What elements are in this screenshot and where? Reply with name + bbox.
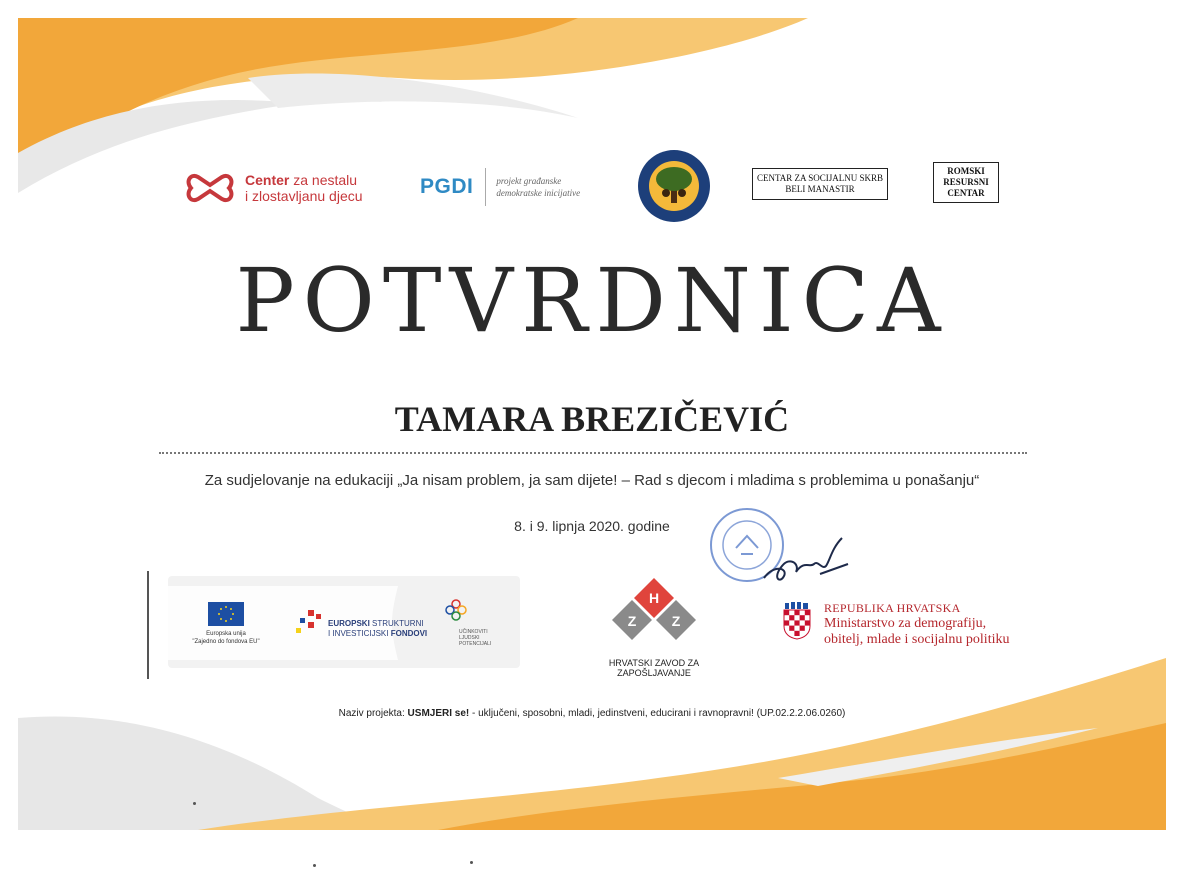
croatian-coat-of-arms-icon [782,602,812,640]
rh-ministry-1: Ministarstvo za demografiju, [824,616,987,631]
esf-flower-icon [444,598,468,624]
esif-squares-icon [294,608,326,636]
cnd-name-line2: i zlostavljanu djecu [245,188,363,204]
project-label: Naziv projekta: [338,708,405,719]
logo-center-missing-children [183,168,363,208]
czss-line1: CENTAR ZA SOCIJALNU SKRB [756,173,884,183]
ministry-block [824,601,1009,648]
esf-line1: UČINKOVITI [459,629,488,635]
svg-text:H: H [648,590,660,606]
pgdi-separator [485,168,486,206]
project-line [18,708,1166,719]
certificate-page [18,18,1166,830]
rh-ministry-2: obitelj, mlade i socijalnu politiku [824,632,1010,647]
scan-speck [193,802,196,805]
project-rest: - uključeni, sposobni, mladi, jedinstveni, educirani i ravnopravni! (UP.02.2.2.06.0260) [469,708,846,719]
rh-country: REPUBLIKA HRVATSKA [824,601,961,615]
cnd-name-rest: za nestalu [293,172,358,188]
esf-line2: LJUDSKI [459,635,480,641]
eu-caption [190,630,262,646]
certificate-description: Za sudjelovanje na edukaciji „Ja nisam problem, ja sam dijete! – Rad s djecom i mladima s problemima u ponašanju“ [204,472,980,489]
esif-rest-1: STRUKTURNI [372,619,424,628]
esif-text [328,619,427,639]
scan-speck [470,861,473,864]
esif-line2-bold: FONDOVI [390,629,428,638]
czss-line2: BELI MANASTIR [785,184,855,194]
pgdi-subtitle-1: projekt građanske [496,176,562,186]
rrc-line3: CENTAR [947,188,985,198]
eu-flag-icon [208,602,244,626]
pgdi-subtitle-2: demokratske inicijative [496,188,581,198]
hzz-caption: HRVATSKI ZAVOD ZA ZAPOŠLJAVANJE [608,658,700,678]
project-name: USMJERI se! [407,708,470,719]
scan-speck [313,864,316,867]
dotted-divider [159,452,1027,454]
signature-icon [760,534,852,586]
hzz-logo-icon [608,576,700,656]
school-emblem-icon [637,149,711,223]
esif-line2-pre: I INVESTICIJSKI [328,629,389,638]
rrc-line1: ROMSKI [947,166,985,176]
logo-social-welfare-center [752,168,888,200]
heart-link-icon [183,171,237,205]
certificate-date: 8. i 9. lipnja 2020. godine [514,518,670,534]
esif-bold-1: EUROPSKI [328,619,370,628]
svg-text:Z: Z [671,613,681,629]
eu-caption-2: "Zajedno do fondova EU" [192,639,260,645]
esf-tagline [459,629,491,647]
logo-pgdi [420,168,580,206]
eu-caption-1: Europska unija [206,631,246,637]
certificate-title: POTVRDNICA [235,249,949,352]
svg-text:Z: Z [627,613,637,629]
rrc-line2: RESURSNI [943,177,989,187]
esf-line3: POTENCIJALI [459,641,492,647]
cnd-name-bold: Center [245,172,290,188]
logo-roma-resource-center [933,162,999,203]
pgdi-wordmark: PGDI [420,175,474,198]
recipient-name: TAMARA BREZIČEVIĆ [394,399,790,439]
